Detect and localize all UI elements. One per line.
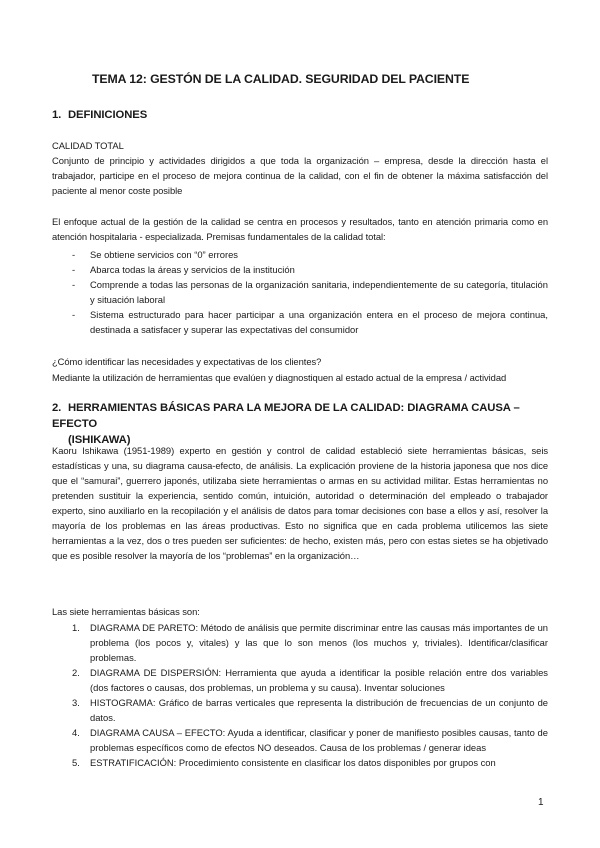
list-item-text: DIAGRAMA DE PARETO: Método de análisis que permite discriminar entre las causas más importantes de un problema (los pocos y, vitales) y las que lo son menos (los muchos y, triviales). Identificar/clasificar problemas. [90,622,548,663]
list-item: - Abarca todas la áreas y servicios de la institución [52,262,548,277]
list-item-text: DIAGRAMA DE DISPERSIÓN: Herramienta que ayuda a identificar la posible relación entre dos variables (dos factores o causas, dos problemas, un problema y su causa). Inventar soluciones [90,667,548,693]
ishikawa-intro-paragraph: Kaoru Ishikawa (1951-1989) experto en gestión y control de calidad estableció siete herramientas básicas, seis estadísticas y una, su diagrama causa-efecto, de análisis. La explicación proviene de la historia japonesa que nos dice que el “samurai”, guerrero japonés, utilizaba siete herramientas o armas en su actividad militar. Estas herramientas no pretenden sustituir la experiencia, sentido común, intuición, autoridad o determinación del empleado o trabajador experto, sino auxiliarlo en la recopilación y el análisis de datos para tomar decisiones con base a ellos y así, resolver la mayoría de los problemas en las áreas productivas. Esto no significa que en cada problema utilicemos las siete herramientas a la vez, dos o tres pueden ser suficientes: de hecho, existen más, pero con estas sietes se ha objetivado que es posible resolver la mayoría de los “problemas” en la organización… [52,445,548,561]
list-item: - Se obtiene servicios con “0” errores [52,247,548,262]
list-item [52,620,548,665]
list-item-number: 4. [72,727,80,738]
section-1-title: DEFINICIONES [68,109,148,121]
answer-text: Mediante la utilización de herramientas que evalúen y diagnostiquen al estado actual de la empresa / actividad [52,372,507,383]
list-item-number: 1. [72,622,80,633]
section-1-number: 1. [52,109,62,121]
list-item-number: 3. [72,697,80,708]
list-item-number: 5. [72,757,80,768]
list-item-text: DIAGRAMA CAUSA – EFECTO: Ayuda a identificar, clasificar y poner de manifiesto posibles causas, tanto de problemas específicos como de efectos NO deseados. Causa de los problemas / generar ideas [90,727,548,753]
tools-intro: Las siete herramientas básicas son: [52,606,200,617]
question-text: ¿Cómo identificar las necesidades y expectativas de los clientes? [52,356,322,367]
section-2-number: 2. [52,402,62,414]
list-item-text: ESTRATIFICACIÓN: Procedimiento consistente en clasificar los datos disponibles por grupos con [90,757,496,768]
page-number: 1 [538,797,544,808]
list-item [52,665,548,695]
premises-list [52,247,548,337]
calidad-total-subheading: CALIDAD TOTAL [52,140,124,151]
list-item-number: 2. [72,667,80,678]
section-2-title-line2: (ISHIKAWA) [68,434,131,446]
list-item [52,725,548,755]
section-2-heading [52,400,548,448]
approach-paragraph: El enfoque actual de la gestión de la calidad se centra en procesos y resultados, tanto en atención primaria como en atención hospitalaria - especializada. Premisas fundamentales de la calidad total: [52,216,548,242]
list-item: - Sistema estructurado para hacer participar a una organización entera en el proceso de mejora continua, destinada a satisfacer y superar las expectativas del consumidor [52,307,548,337]
section-1-heading [52,109,147,121]
list-item: - Comprende a todas las personas de la organización sanitaria, independientemente de su categoría, titulación y situación laboral [52,277,548,307]
page-title: TEMA 12: GESTÓN DE LA CALIDAD. SEGURIDAD DEL PACIENTE [92,72,470,86]
calidad-total-definition: Conjunto de principio y actividades dirigidos a que toda la organización – empresa, desde la dirección hasta el trabajador, participe en el proceso de mejora continua de la calidad, con el fin de obtener la máxima satisfacción del paciente al menor coste posible [52,155,548,196]
list-item [52,755,548,770]
section-2-title-line1: HERRAMIENTAS BÁSICAS PARA LA MEJORA DE LA CALIDAD: DIAGRAMA CAUSA – EFECTO [52,402,520,430]
list-item [52,695,548,725]
list-item-text: HISTOGRAMA: Gráfico de barras verticales que representa la distribución de frecuencias de un conjunto de datos. [90,697,548,723]
tools-list [52,620,548,770]
